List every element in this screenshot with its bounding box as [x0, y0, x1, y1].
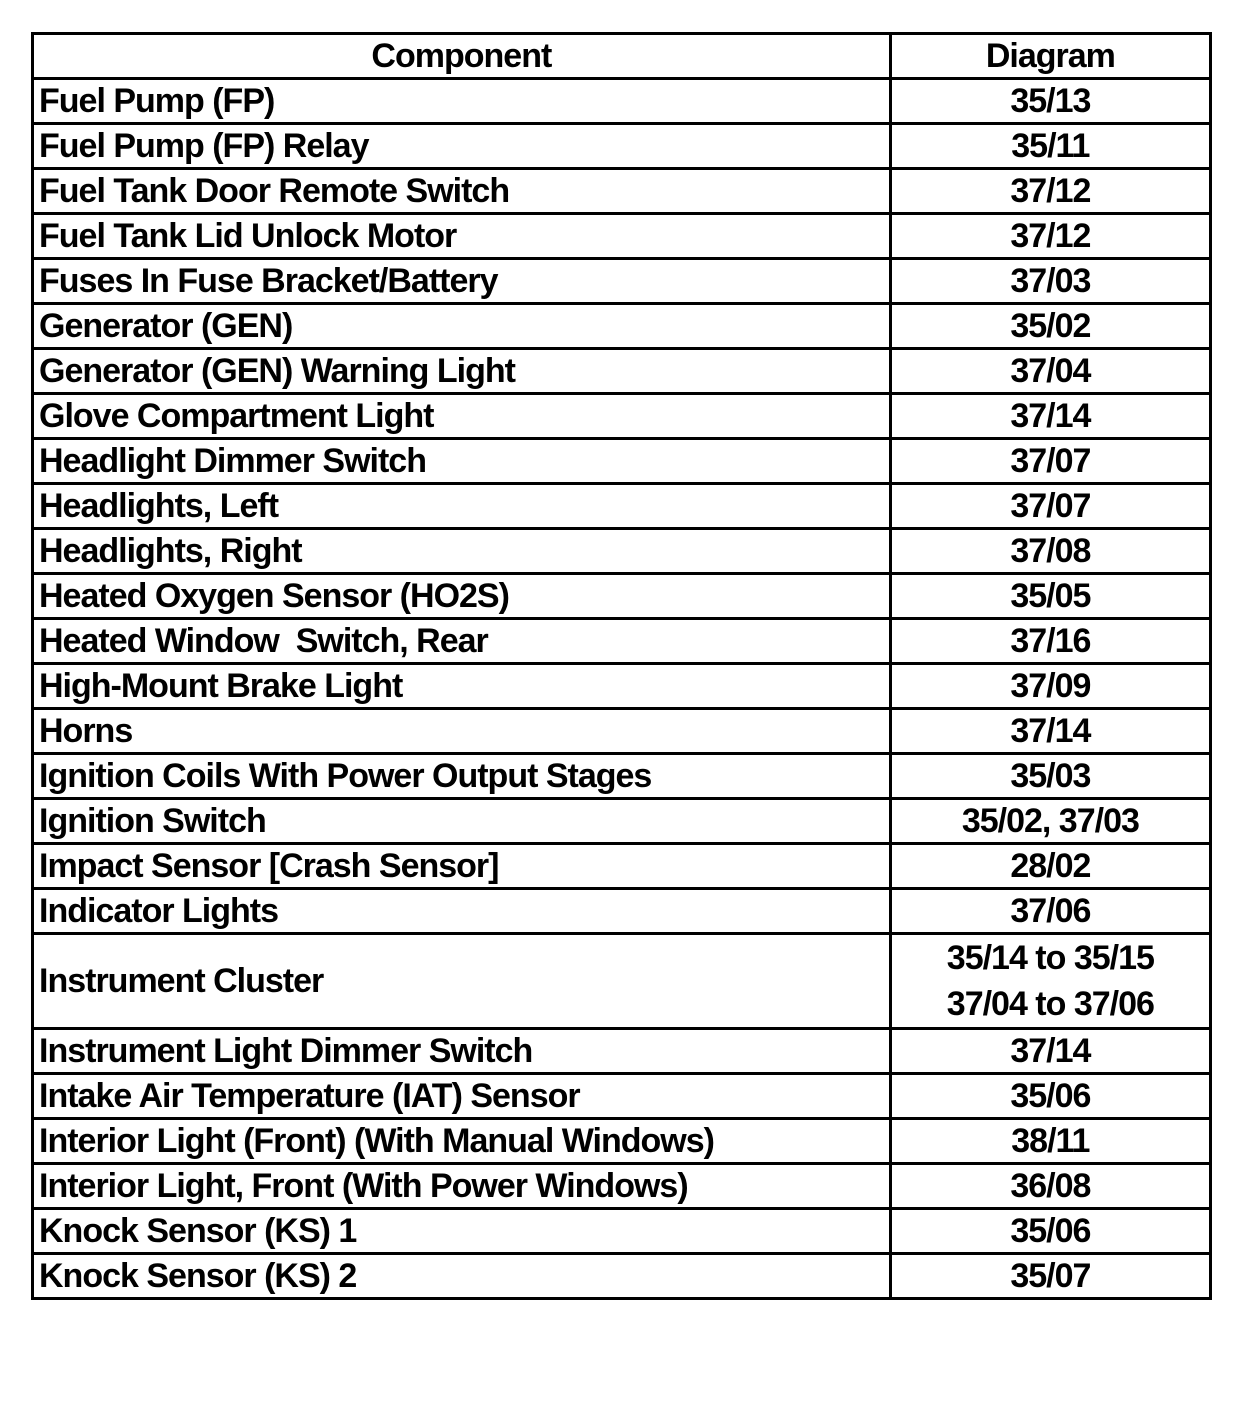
- diagram-cell: 35/13: [890, 79, 1210, 124]
- component-cell: Ignition Switch: [33, 799, 891, 844]
- table-row: [33, 1164, 1211, 1209]
- diagram-cell: 37/14: [890, 394, 1210, 439]
- component-cell: Headlights, Left: [33, 484, 891, 529]
- component-cell: Horns: [33, 709, 891, 754]
- table-row: [33, 619, 1211, 664]
- component-cell: Glove Compartment Light: [33, 394, 891, 439]
- component-cell: Interior Light, Front (With Power Windows): [33, 1164, 891, 1209]
- column-header-component: Component: [33, 34, 891, 79]
- diagram-cell: 37/07: [890, 484, 1210, 529]
- component-cell: Interior Light (Front) (With Manual Windows): [33, 1119, 891, 1164]
- component-diagram-table: [31, 32, 1212, 1300]
- diagram-cell: 37/14: [890, 1029, 1210, 1074]
- table-row: [33, 799, 1211, 844]
- diagram-cell: [890, 934, 1210, 1029]
- table-row: [33, 1209, 1211, 1254]
- table-header-row: [33, 34, 1211, 79]
- diagram-cell: 35/07: [890, 1254, 1210, 1299]
- component-cell: Heated Window Switch, Rear: [33, 619, 891, 664]
- component-cell: Impact Sensor [Crash Sensor]: [33, 844, 891, 889]
- component-cell: Fuses In Fuse Bracket/Battery: [33, 259, 891, 304]
- component-cell: Fuel Pump (FP): [33, 79, 891, 124]
- diagram-cell: 37/06: [890, 889, 1210, 934]
- component-cell: Headlights, Right: [33, 529, 891, 574]
- component-cell: Instrument Cluster: [33, 934, 891, 1029]
- diagram-cell: 37/07: [890, 439, 1210, 484]
- table-row: [33, 574, 1211, 619]
- component-cell: Fuel Tank Lid Unlock Motor: [33, 214, 891, 259]
- diagram-line: 35/14 to 35/15: [946, 939, 1154, 977]
- table-row: [33, 889, 1211, 934]
- table-row: [33, 394, 1211, 439]
- component-cell: Heated Oxygen Sensor (HO2S): [33, 574, 891, 619]
- table-row: [33, 1119, 1211, 1164]
- diagram-cell: 35/03: [890, 754, 1210, 799]
- component-cell: Indicator Lights: [33, 889, 891, 934]
- table-row: [33, 79, 1211, 124]
- table-row: [33, 1029, 1211, 1074]
- diagram-cell: 38/11: [890, 1119, 1210, 1164]
- component-cell: Headlight Dimmer Switch: [33, 439, 891, 484]
- diagram-cell: 35/05: [890, 574, 1210, 619]
- component-cell: Ignition Coils With Power Output Stages: [33, 754, 891, 799]
- diagram-cell: 35/06: [890, 1074, 1210, 1119]
- component-cell: Fuel Pump (FP) Relay: [33, 124, 891, 169]
- table-row: [33, 1254, 1211, 1299]
- diagram-cell: 37/08: [890, 529, 1210, 574]
- table-row: [33, 124, 1211, 169]
- table-row: [33, 529, 1211, 574]
- table-row: [33, 169, 1211, 214]
- diagram-cell: 37/12: [890, 214, 1210, 259]
- diagram-cell: 36/08: [890, 1164, 1210, 1209]
- diagram-cell: 35/02, 37/03: [890, 799, 1210, 844]
- table-row: [33, 214, 1211, 259]
- component-cell: Intake Air Temperature (IAT) Sensor: [33, 1074, 891, 1119]
- column-header-diagram: Diagram: [890, 34, 1210, 79]
- table-row: [33, 754, 1211, 799]
- diagram-cell: 35/02: [890, 304, 1210, 349]
- table-row: [33, 934, 1211, 1029]
- table-row: [33, 844, 1211, 889]
- component-cell: Fuel Tank Door Remote Switch: [33, 169, 891, 214]
- table-row: [33, 664, 1211, 709]
- table-row: [33, 304, 1211, 349]
- table-row: [33, 484, 1211, 529]
- diagram-cell: 37/12: [890, 169, 1210, 214]
- table-row: [33, 259, 1211, 304]
- diagram-cell: 28/02: [890, 844, 1210, 889]
- table-row: [33, 1074, 1211, 1119]
- diagram-cell: 37/03: [890, 259, 1210, 304]
- diagram-cell: 37/04: [890, 349, 1210, 394]
- diagram-cell: 37/16: [890, 619, 1210, 664]
- table-row: [33, 439, 1211, 484]
- component-cell: Knock Sensor (KS) 2: [33, 1254, 891, 1299]
- component-cell: Knock Sensor (KS) 1: [33, 1209, 891, 1254]
- table-row: [33, 349, 1211, 394]
- diagram-cell: 35/11: [890, 124, 1210, 169]
- diagram-cell: 35/06: [890, 1209, 1210, 1254]
- diagram-cell: 37/14: [890, 709, 1210, 754]
- component-cell: Generator (GEN) Warning Light: [33, 349, 891, 394]
- component-cell: Generator (GEN): [33, 304, 891, 349]
- component-cell: Instrument Light Dimmer Switch: [33, 1029, 891, 1074]
- diagram-cell: 37/09: [890, 664, 1210, 709]
- table-row: [33, 709, 1211, 754]
- component-cell: High-Mount Brake Light: [33, 664, 891, 709]
- diagram-line: 37/04 to 37/06: [946, 985, 1154, 1023]
